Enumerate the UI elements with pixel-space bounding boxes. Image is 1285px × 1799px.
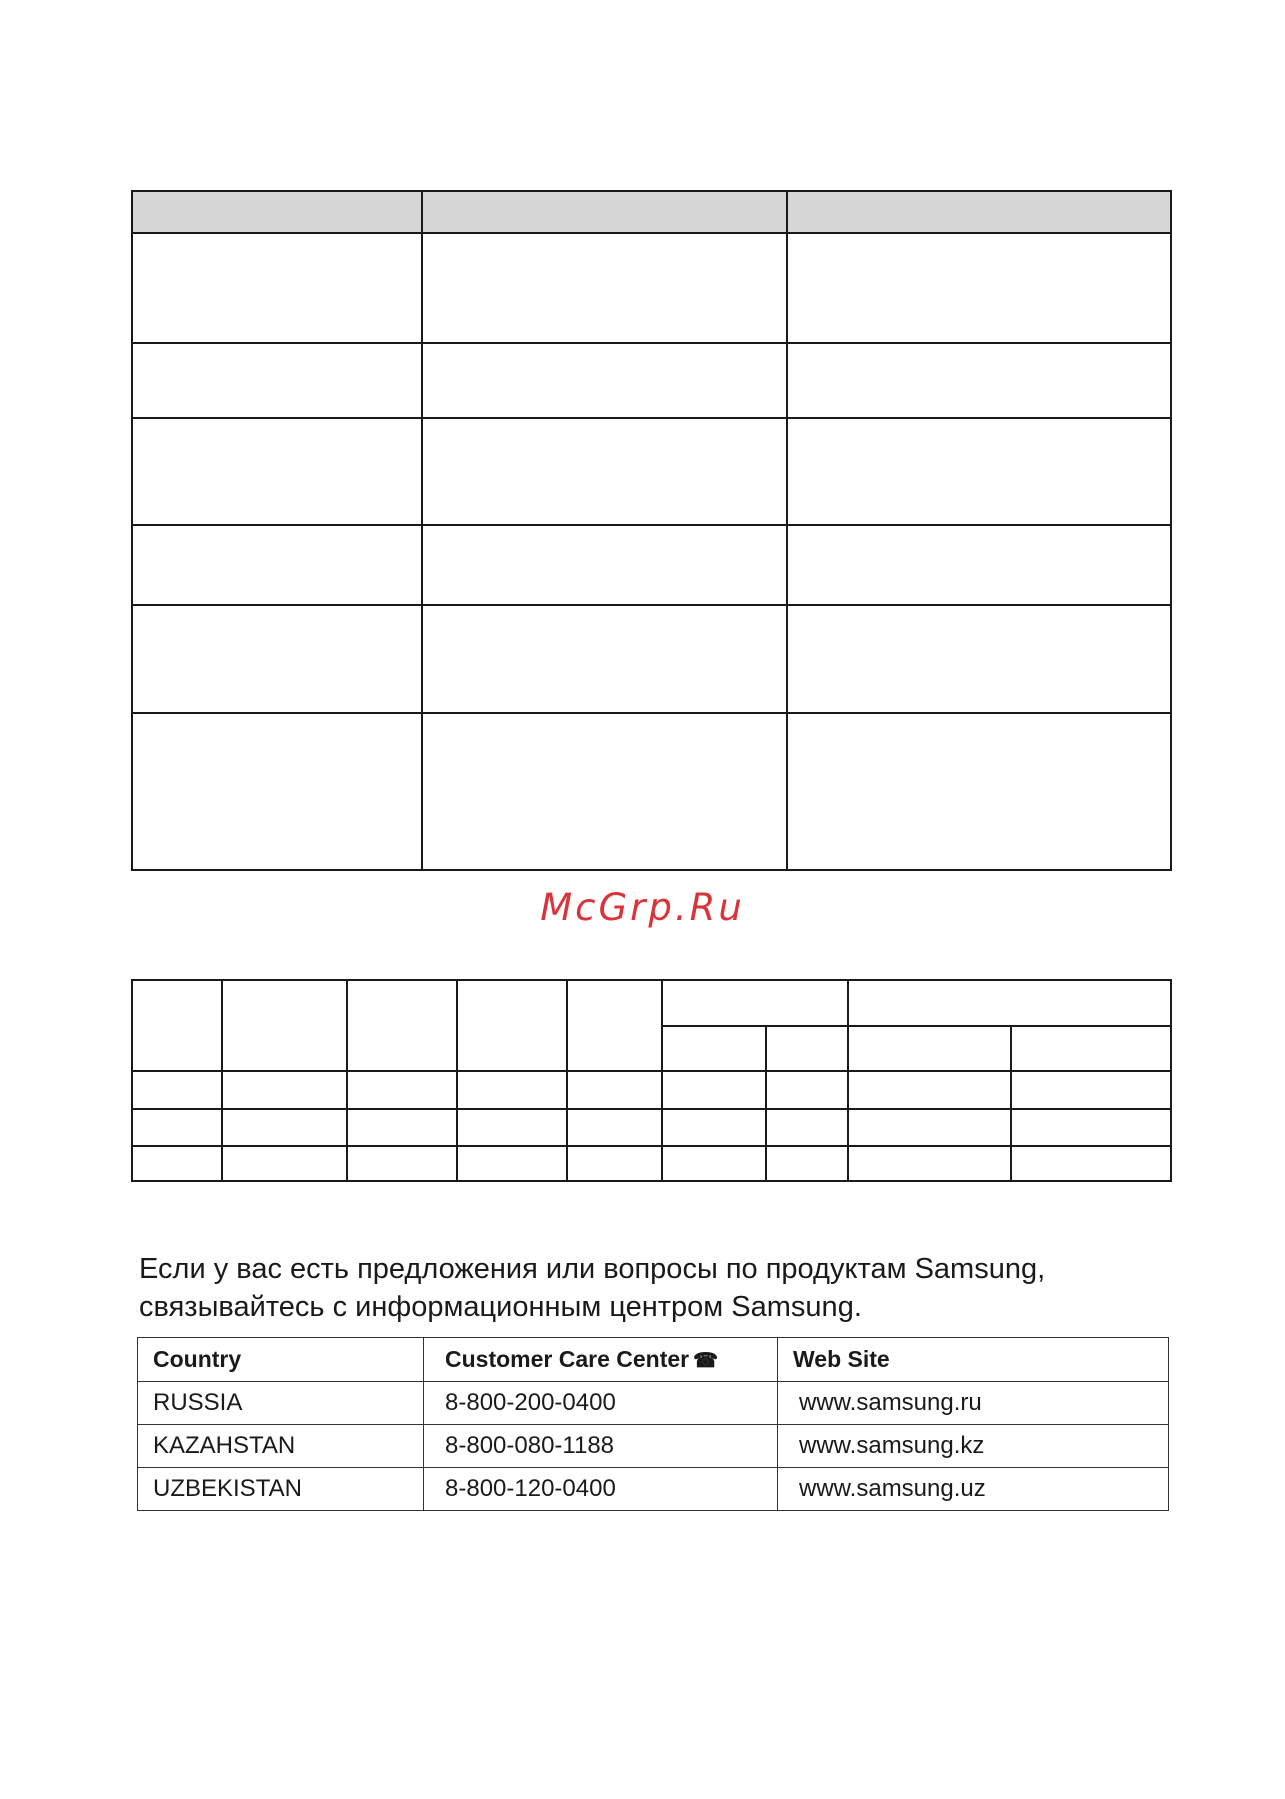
- spec-table-middle: [131, 979, 1172, 1182]
- table-row: [132, 418, 1171, 525]
- table-row: [138, 1468, 1169, 1511]
- header-country: Country: [138, 1338, 424, 1382]
- spec-table-top: [131, 190, 1172, 871]
- intro-line: Если у вас есть предложения или вопросы по продуктам Samsung,: [139, 1253, 1046, 1285]
- phone-cell: 8-800-080-1188: [424, 1425, 778, 1468]
- table-row: [132, 713, 1171, 870]
- table-header-row: [132, 980, 1171, 1026]
- header-care-center-label: Customer Care Center: [445, 1346, 690, 1372]
- website-link[interactable]: www.samsung.kz: [778, 1425, 1169, 1468]
- country-cell: RUSSIA: [138, 1382, 424, 1425]
- telephone-icon: ☎: [693, 1350, 719, 1372]
- country-cell: UZBEKISTAN: [138, 1468, 424, 1511]
- watermark: McGrp.Ru: [540, 886, 745, 929]
- contact-intro: [139, 1250, 1189, 1326]
- phone-cell: 8-800-120-0400: [424, 1468, 778, 1511]
- table-row: [132, 605, 1171, 713]
- phone-cell: 8-800-200-0400: [424, 1382, 778, 1425]
- table-row: [132, 1109, 1171, 1146]
- table-header-row: [138, 1338, 1169, 1382]
- customer-care-table: [137, 1337, 1169, 1511]
- intro-line: связывайтесь с информационным центром Samsung.: [139, 1291, 862, 1323]
- table-row: [132, 525, 1171, 605]
- table-row: [138, 1425, 1169, 1468]
- table-header-row: [132, 191, 1171, 233]
- table-row: [132, 1071, 1171, 1109]
- table-row: [132, 343, 1171, 418]
- website-link[interactable]: www.samsung.uz: [778, 1468, 1169, 1511]
- table-row: [138, 1382, 1169, 1425]
- header-web-site: Web Site: [778, 1338, 1169, 1382]
- table-row: [132, 1146, 1171, 1181]
- header-care-center: [424, 1338, 778, 1382]
- table-row: [132, 233, 1171, 343]
- country-cell: KAZAHSTAN: [138, 1425, 424, 1468]
- website-link[interactable]: www.samsung.ru: [778, 1382, 1169, 1425]
